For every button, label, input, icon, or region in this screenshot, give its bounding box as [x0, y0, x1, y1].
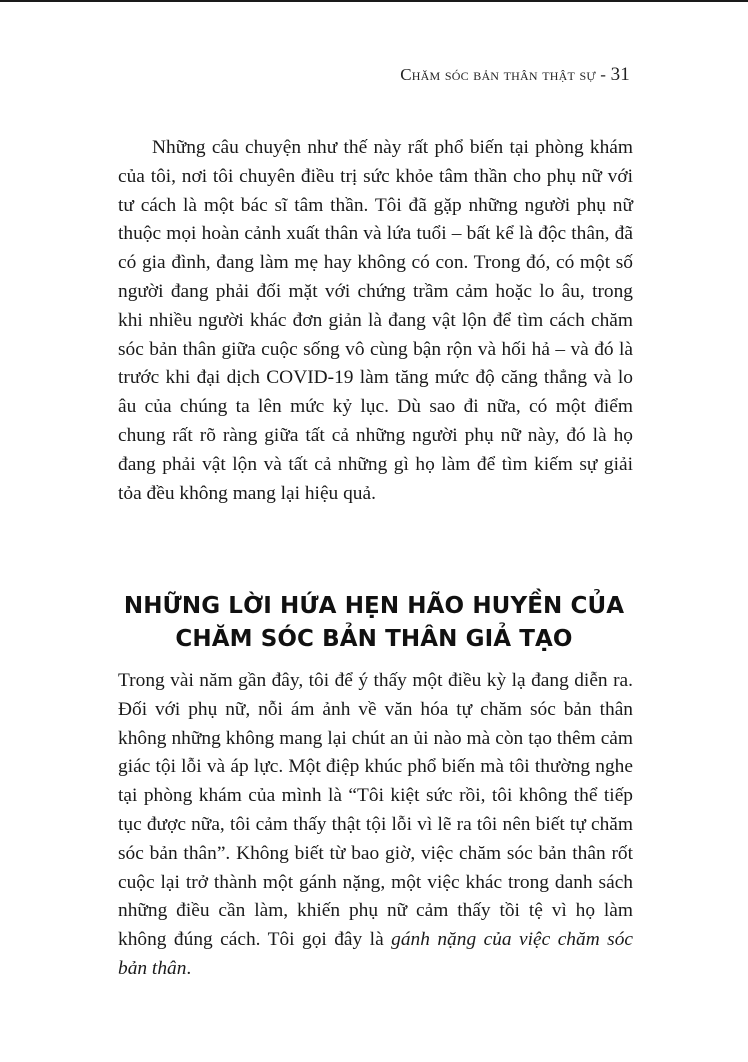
section-heading	[100, 590, 648, 656]
body-paragraph-2-end: .	[186, 957, 192, 979]
body-paragraph-2-emphasis: gánh nặng của việc chăm sóc bản thân	[118, 929, 633, 979]
page-number: 31	[610, 64, 630, 85]
running-header	[400, 64, 630, 86]
page-top-border	[0, 0, 748, 2]
body-paragraph-2-text: Trong vài năm gần đây, tôi để ý thấy một điều kỳ lạ đang diễn ra. Đối với phụ nữ, nỗi ám ảnh về văn hóa tự chăm sóc bản thân không những không mang lại chút an ủi nào mà còn tạo thêm cảm giác tội lỗi và áp lực. Một điệp khúc phổ biến mà tôi thường nghe tại phòng khám của mình là “Tôi kiệt sức rồi, tôi không thể tiếp tục được nữa, tôi cảm thấy thật tội lỗi vì lẽ ra tôi nên biết tự chăm sóc bản thân”. Không biết từ bao giờ, việc chăm sóc bản thân rốt cuộc lại trở thành một gánh nặng, một việc khác trong danh sách những điều cần làm, khiến phụ nữ cảm thấy tồi tệ vì họ làm không đúng cách. Tôi gọi đây là	[118, 670, 633, 951]
body-paragraph-2	[118, 667, 633, 984]
body-paragraph-1: Những câu chuyện như thế này rất phổ biến tại phòng khám của tôi, nơi tôi chuyên điều trị sức khỏe tâm thần cho phụ nữ với tư cách là một bác sĩ tâm thần. Tôi đã gặp những người phụ nữ thuộc mọi hoàn cảnh xuất thân và lứa tuổi – bất kể là độc thân, đã có gia đình, đang làm mẹ hay không có con. Trong đó, có một số người đang phải đối mặt với chứng trầm cảm hoặc lo âu, trong khi nhiều người khác đơn giản là đang vật lộn để tìm cách chăm sóc bản thân giữa cuộc sống vô cùng bận rộn và hối hả – và đó là trước khi đại dịch COVID-19 làm tăng mức độ căng thẳng và lo âu của chúng ta lên mức kỷ lục. Dù sao đi nữa, có một điểm chung rất rõ ràng giữa tất cả những người phụ nữ này, đó là họ đang phải vật lộn và tất cả những gì họ làm để tìm kiếm sự giải tỏa đều không mang lại hiệu quả.	[118, 137, 633, 504]
section-heading-line-2: CHĂM SÓC BẢN THÂN GIẢ TẠO	[175, 626, 573, 652]
section-heading-line-1: NHỮNG LỜI HỨA HẸN HÃO HUYỀN CỦA	[123, 593, 625, 619]
running-header-title: Chăm sóc bản thân thật sự	[400, 65, 596, 84]
running-header-separator: -	[595, 65, 611, 84]
